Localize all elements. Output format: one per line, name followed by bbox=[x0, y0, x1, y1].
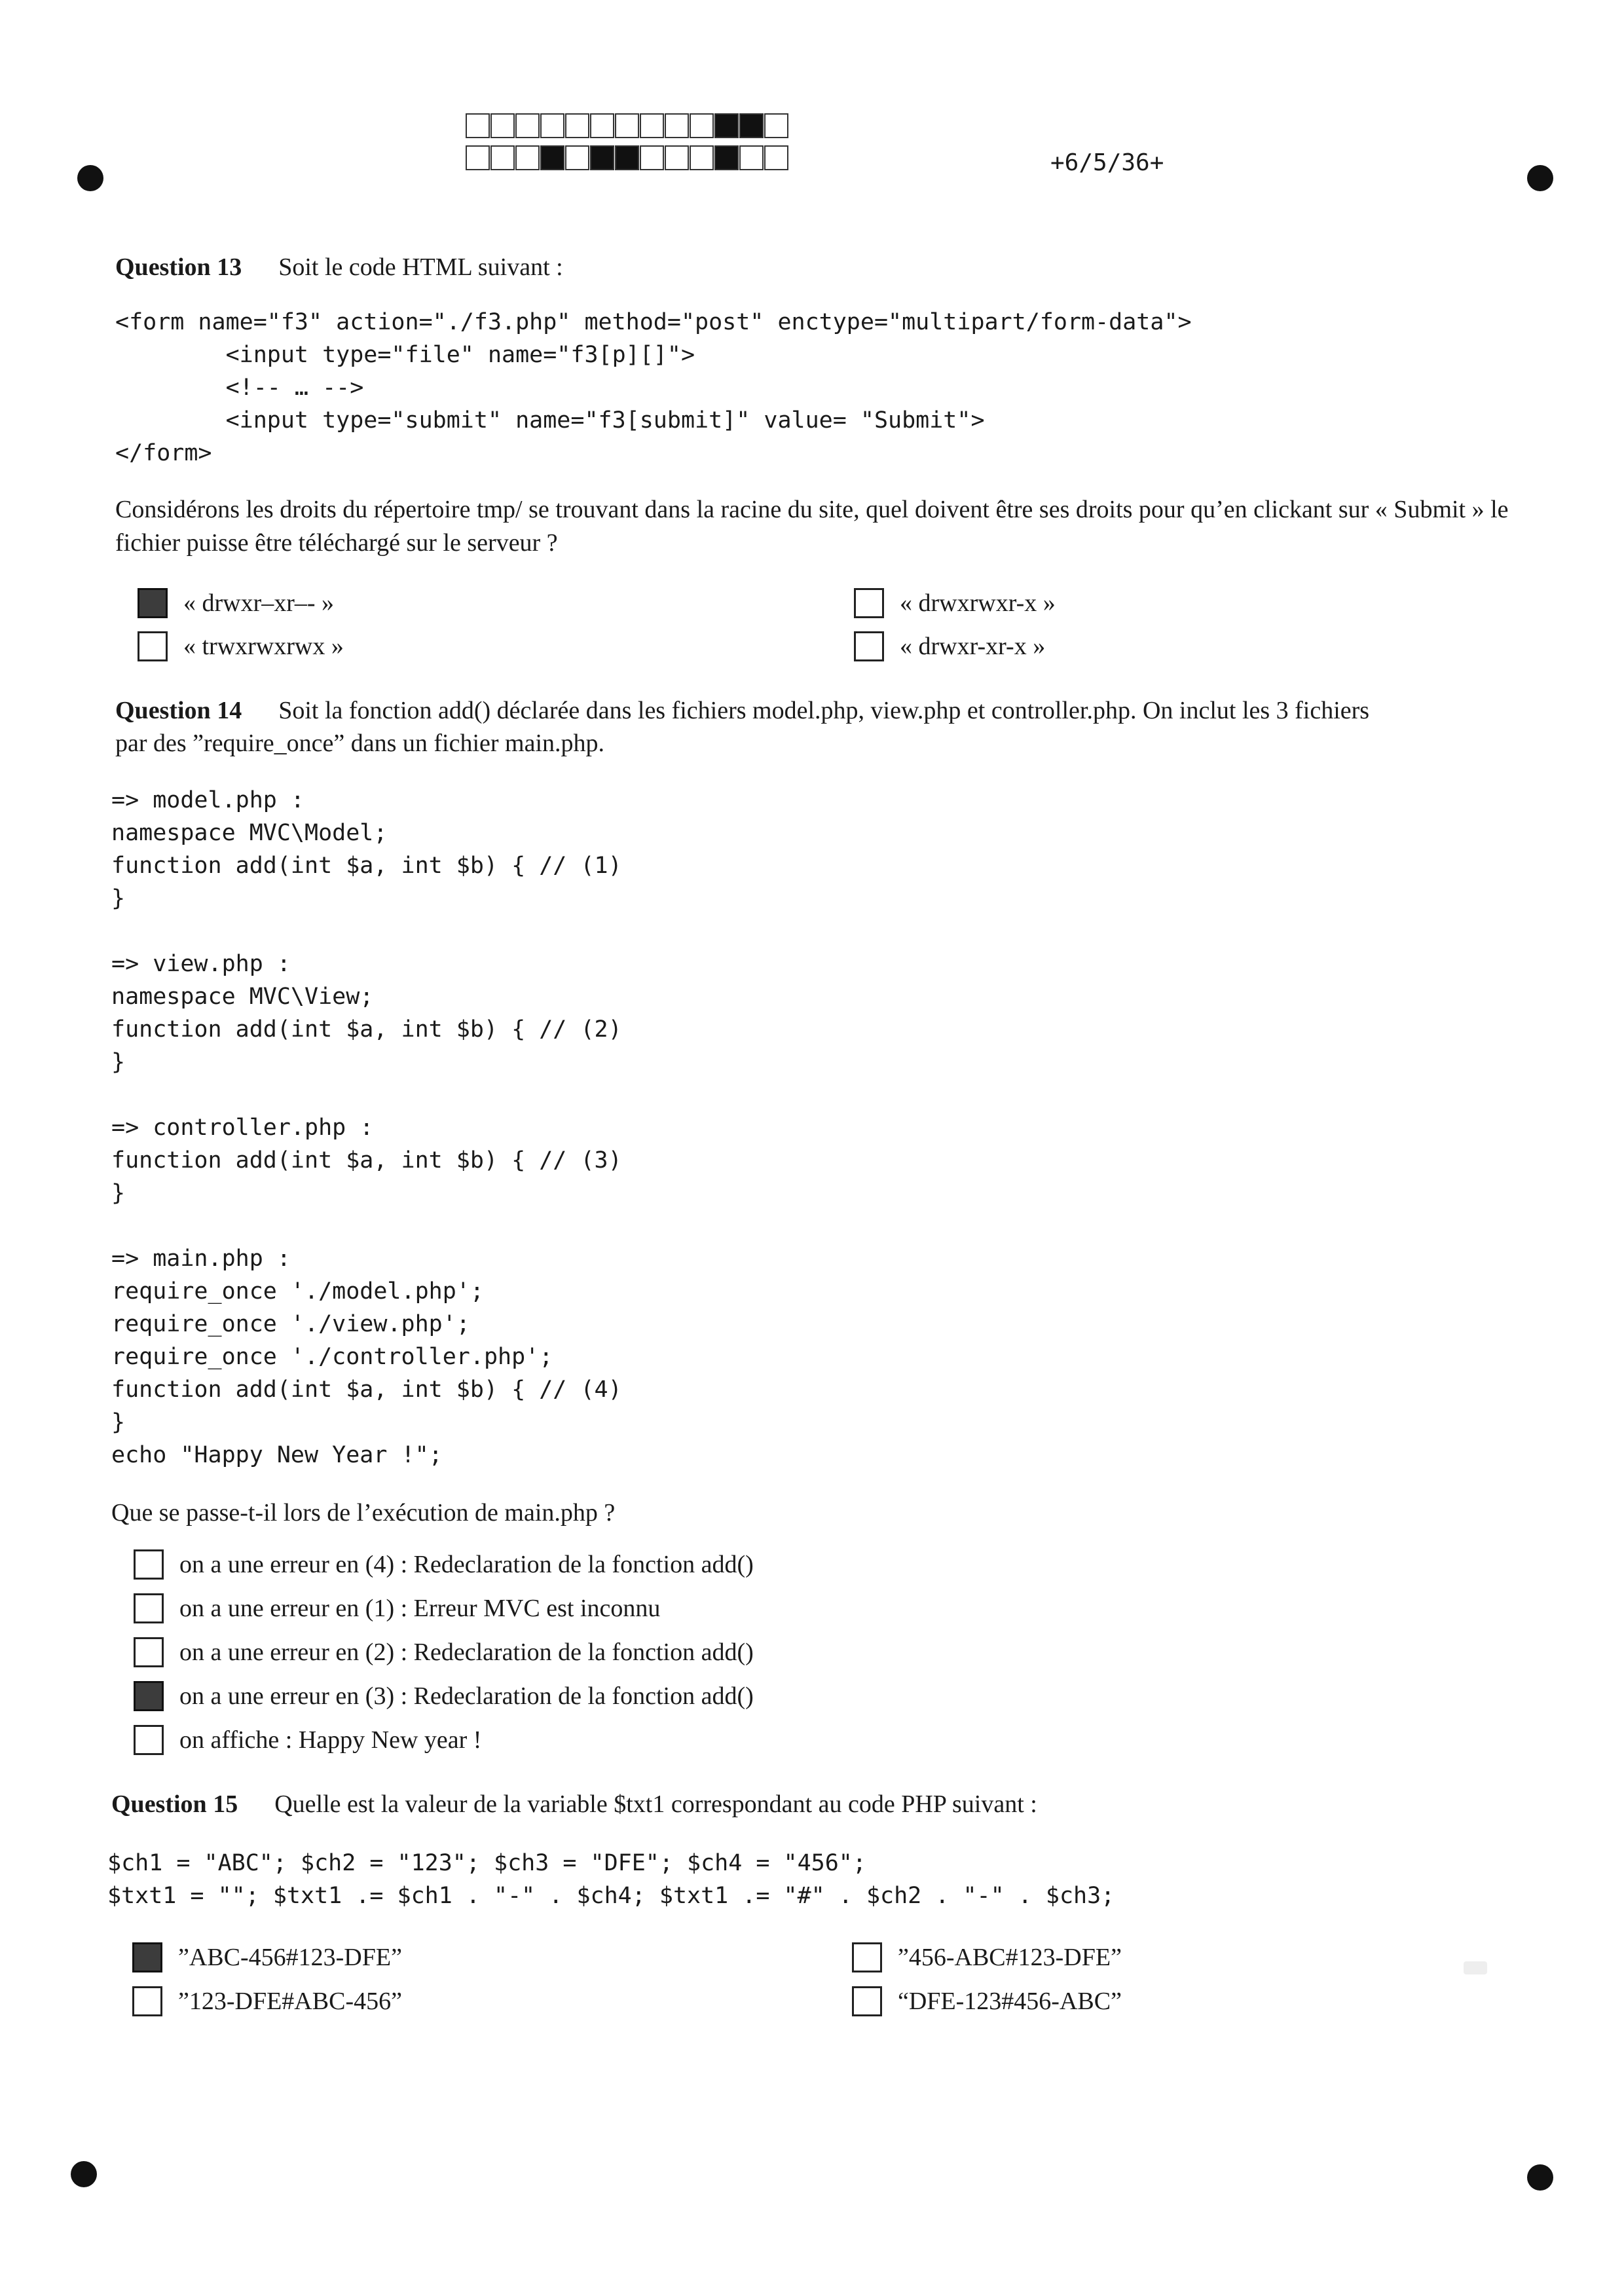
question-14-code bbox=[111, 784, 622, 1472]
question-14-title bbox=[115, 696, 1369, 725]
q14-option-5[interactable] bbox=[134, 1725, 481, 1755]
id-mark-cell bbox=[690, 145, 714, 170]
sheet-id-marks bbox=[466, 113, 789, 172]
code-line: function add(int $a, int $b) { // (2) bbox=[111, 1016, 622, 1043]
id-mark-cell bbox=[665, 145, 689, 170]
answer-label: on a une erreur en (3) : Redeclaration de la fonction add() bbox=[179, 1682, 754, 1710]
id-mark-cell bbox=[615, 113, 639, 138]
question-14-label: Question 14 bbox=[115, 697, 242, 724]
id-mark-cell bbox=[590, 145, 614, 170]
id-mark-cell bbox=[490, 145, 515, 170]
answer-label: on a une erreur en (4) : Redeclaration de la fonction add() bbox=[179, 1551, 754, 1578]
answer-checkbox[interactable] bbox=[132, 1986, 162, 2016]
code-line: namespace MVC\Model; bbox=[111, 820, 388, 846]
answer-checkbox[interactable] bbox=[134, 1637, 164, 1667]
id-mark-cell bbox=[565, 113, 589, 138]
question-14-prompt: Que se passe-t-il lors de l’exécution de main.php ? bbox=[111, 1499, 616, 1527]
q14-option-3[interactable] bbox=[134, 1637, 754, 1667]
code-line: namespace MVC\View; bbox=[111, 984, 374, 1010]
code-line: function add(int $a, int $b) { // (4) bbox=[111, 1377, 622, 1403]
answer-label: on a une erreur en (2) : Redeclaration de la fonction add() bbox=[179, 1639, 754, 1666]
id-mark-cell bbox=[714, 145, 739, 170]
code-line: function add(int $a, int $b) { // (1) bbox=[111, 853, 622, 879]
q13-option-3[interactable] bbox=[138, 631, 344, 661]
answer-label: « trwxrwxrwx » bbox=[183, 633, 344, 660]
sheet-code: +6/5/36+ bbox=[1050, 149, 1164, 176]
answer-checkbox[interactable] bbox=[852, 1986, 882, 2016]
answer-checkbox[interactable] bbox=[854, 631, 884, 661]
code-line: echo "Happy New Year !"; bbox=[111, 1442, 443, 1468]
id-mark-cell bbox=[590, 113, 614, 138]
code-line: <!-- … --> bbox=[115, 375, 364, 401]
q13-option-4[interactable] bbox=[854, 631, 1045, 661]
id-mark-cell bbox=[640, 145, 664, 170]
answer-checkbox[interactable] bbox=[134, 1593, 164, 1623]
answer-label: « drwxr-xr-x » bbox=[900, 633, 1046, 660]
answer-label: ”123-DFE#ABC-456” bbox=[178, 1988, 402, 2015]
id-mark-cell bbox=[739, 145, 764, 170]
id-mark-cell bbox=[764, 113, 788, 138]
id-mark-cell bbox=[615, 145, 639, 170]
code-line: => controller.php : bbox=[111, 1115, 374, 1141]
id-mark-cell bbox=[714, 113, 739, 138]
scan-smudge bbox=[1464, 1961, 1487, 1974]
question-15-label: Question 15 bbox=[111, 1790, 238, 1818]
question-13-text: Soit le code HTML suivant : bbox=[278, 253, 563, 281]
answer-label: ”ABC-456#123-DFE” bbox=[178, 1944, 402, 1971]
code-line: => view.php : bbox=[111, 951, 291, 977]
code-line: $txt1 = ""; $txt1 .= $ch1 . "-" . $ch4; $txt1 .= "#" . $ch2 . "-" . $ch3; bbox=[107, 1883, 1115, 1909]
id-mark-cell bbox=[764, 145, 788, 170]
q13-option-2[interactable] bbox=[854, 588, 1056, 618]
registration-mark-bottom-right bbox=[1527, 2164, 1553, 2191]
code-line: $ch1 = "ABC"; $ch2 = "123"; $ch3 = "DFE"; $ch4 = "456"; bbox=[107, 1850, 866, 1876]
code-line: => main.php : bbox=[111, 1246, 291, 1272]
code-line: <input type="submit" name="f3[submit]" value= "Submit"> bbox=[115, 407, 985, 434]
answer-checkbox[interactable] bbox=[134, 1681, 164, 1711]
q15-option-1[interactable] bbox=[132, 1942, 402, 1972]
question-15-code bbox=[107, 1847, 1115, 1912]
q15-option-3[interactable] bbox=[132, 1986, 402, 2016]
code-line: <form name="f3" action="./f3.php" method="post" enctype="multipart/form-data"> bbox=[115, 309, 1192, 335]
code-line bbox=[111, 1210, 622, 1242]
code-line: } bbox=[111, 885, 126, 912]
id-mark-cell bbox=[565, 145, 589, 170]
q14-option-1[interactable] bbox=[134, 1549, 754, 1580]
code-line: <input type="file" name="f3[p][]"> bbox=[115, 342, 695, 368]
registration-mark-top-right bbox=[1527, 165, 1553, 191]
answer-checkbox[interactable] bbox=[134, 1725, 164, 1755]
q14-option-4[interactable] bbox=[134, 1681, 754, 1711]
q15-option-2[interactable] bbox=[852, 1942, 1122, 1972]
registration-mark-bottom-left bbox=[71, 2161, 97, 2187]
code-line: require_once './model.php'; bbox=[111, 1278, 484, 1305]
code-line: </form> bbox=[115, 440, 212, 466]
answer-checkbox[interactable] bbox=[132, 1942, 162, 1972]
code-line: } bbox=[111, 1180, 126, 1206]
question-14-title-cont: par des ”require_once” dans un fichier main.php. bbox=[115, 730, 605, 757]
code-line: } bbox=[111, 1409, 126, 1435]
answer-label: « drwxr–xr–- » bbox=[183, 589, 335, 617]
question-13-title bbox=[115, 253, 563, 282]
id-mark-cell bbox=[466, 145, 490, 170]
id-mark-cell bbox=[490, 113, 515, 138]
answer-checkbox[interactable] bbox=[854, 588, 884, 618]
registration-mark-top-left bbox=[77, 165, 103, 191]
q13-option-1[interactable] bbox=[138, 588, 334, 618]
code-line: } bbox=[111, 1049, 126, 1075]
answer-label: « drwxrwxr-x » bbox=[900, 589, 1056, 617]
answer-checkbox[interactable] bbox=[138, 631, 168, 661]
q15-option-4[interactable] bbox=[852, 1986, 1122, 2016]
code-line bbox=[111, 1079, 622, 1111]
id-mark-cell bbox=[739, 113, 764, 138]
id-mark-cell bbox=[515, 113, 540, 138]
id-mark-cell bbox=[690, 113, 714, 138]
answer-checkbox[interactable] bbox=[852, 1942, 882, 1972]
sheet-id-row-2 bbox=[466, 145, 789, 172]
question-13-label: Question 13 bbox=[115, 253, 242, 281]
q14-option-2[interactable] bbox=[134, 1593, 660, 1623]
code-line: function add(int $a, int $b) { // (3) bbox=[111, 1147, 622, 1174]
answer-label: “DFE-123#456-ABC” bbox=[898, 1988, 1122, 2015]
answer-label: on a une erreur en (1) : Erreur MVC est inconnu bbox=[179, 1595, 661, 1622]
code-line bbox=[111, 915, 622, 948]
sheet-id-row-1 bbox=[466, 113, 789, 139]
id-mark-cell bbox=[515, 145, 540, 170]
question-15-title bbox=[111, 1790, 1037, 1819]
code-line: require_once './controller.php'; bbox=[111, 1344, 553, 1370]
question-13-code bbox=[115, 306, 1192, 470]
question-13-prompt: Considérons les droits du répertoire tmp/ se trouvant dans la racine du site, quel doivent être ses droits pour qu’en clickant sur « Submit » le fichier puisse être téléchargé sur le serveur ? bbox=[115, 496, 1509, 557]
question-14-text: Soit la fonction add() déclarée dans les fichiers model.php, view.php et controller.php. On inclut les 3 fichiers bbox=[278, 697, 1370, 724]
answer-checkbox[interactable] bbox=[134, 1549, 164, 1580]
code-line: => model.php : bbox=[111, 787, 305, 813]
answer-label: ”456-ABC#123-DFE” bbox=[898, 1944, 1122, 1971]
id-mark-cell bbox=[540, 145, 564, 170]
answer-label: on affiche : Happy New year ! bbox=[179, 1726, 482, 1754]
id-mark-cell bbox=[540, 113, 564, 138]
id-mark-cell bbox=[466, 113, 490, 138]
question-15-text: Quelle est la valeur de la variable $txt1 correspondant au code PHP suivant : bbox=[274, 1790, 1037, 1818]
id-mark-cell bbox=[640, 113, 664, 138]
id-mark-cell bbox=[665, 113, 689, 138]
code-line: require_once './view.php'; bbox=[111, 1311, 470, 1337]
answer-checkbox[interactable] bbox=[138, 588, 168, 618]
